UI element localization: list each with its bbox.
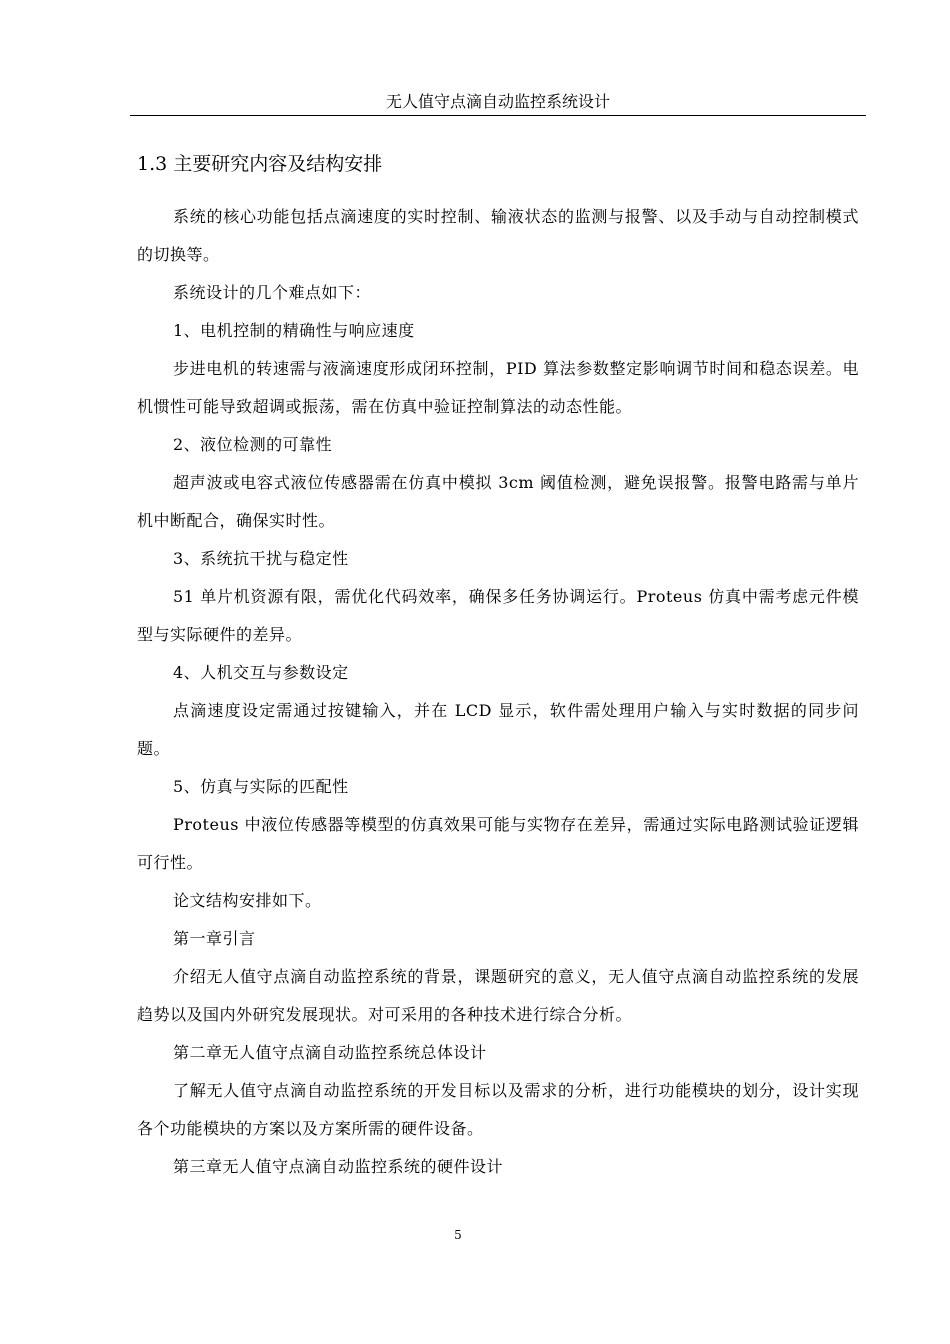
body-text — [137, 198, 859, 1186]
paragraph: 介绍无人值守点滴自动监控系统的背景，课题研究的意义，无人值守点滴自动监控系统的发展趋势以及国内外研究发展现状。对可采用的各种技术进行综合分析。 — [137, 967, 859, 1024]
list-item-heading: 2、液位检测的可靠性 — [173, 435, 333, 454]
header-rule — [130, 115, 866, 116]
section-heading: 1.3 主要研究内容及结构安排 — [137, 153, 383, 175]
paragraph: 了解无人值守点滴自动监控系统的开发目标以及需求的分析，进行功能模块的划分，设计实现各个功能模块的方案以及方案所需的硬件设备。 — [137, 1081, 859, 1138]
list-item-heading: 3、系统抗干扰与稳定性 — [173, 549, 349, 568]
chapter-entry-title: 第二章无人值守点滴自动监控系统总体设计 — [173, 1043, 487, 1062]
list-item-heading: 4、人机交互与参数设定 — [173, 663, 349, 682]
paragraph: 点滴速度设定需通过按键输入，并在 LCD 显示，软件需处理用户输入与实时数据的同步问题。 — [137, 701, 859, 758]
paragraph: 超声波或电容式液位传感器需在仿真中模拟 3cm 阈值检测，避免误报警。报警电路需与单片机中断配合，确保实时性。 — [137, 473, 859, 530]
chapter-entry-title: 第一章引言 — [173, 929, 256, 948]
paragraph: 论文结构安排如下。 — [173, 891, 322, 910]
list-item-heading: 5、仿真与实际的匹配性 — [173, 777, 349, 796]
paragraph: 系统设计的几个难点如下： — [173, 283, 372, 302]
list-item-heading: 1、电机控制的精确性与响应速度 — [173, 321, 415, 340]
chapter-entry-title: 第三章无人值守点滴自动监控系统的硬件设计 — [173, 1157, 504, 1176]
paragraph: 步进电机的转速需与液滴速度形成闭环控制，PID 算法参数整定影响调节时间和稳态误差。电机惯性可能导致超调或振荡，需在仿真中验证控制算法的动态性能。 — [137, 359, 859, 416]
paragraph: 系统的核心功能包括点滴速度的实时控制、输液状态的监测与报警、以及手动与自动控制模式的切换等。 — [137, 207, 859, 264]
paragraph: 51 单片机资源有限，需优化代码效率，确保多任务协调运行。Proteus 仿真中需考虑元件模型与实际硬件的差异。 — [137, 587, 859, 644]
running-header: 无人值守点滴自动监控系统设计 — [385, 92, 610, 111]
page-number: 5 — [454, 1228, 462, 1242]
paragraph: Proteus 中液位传感器等模型的仿真效果可能与实物存在差异，需通过实际电路测试验证逻辑可行性。 — [137, 815, 859, 872]
